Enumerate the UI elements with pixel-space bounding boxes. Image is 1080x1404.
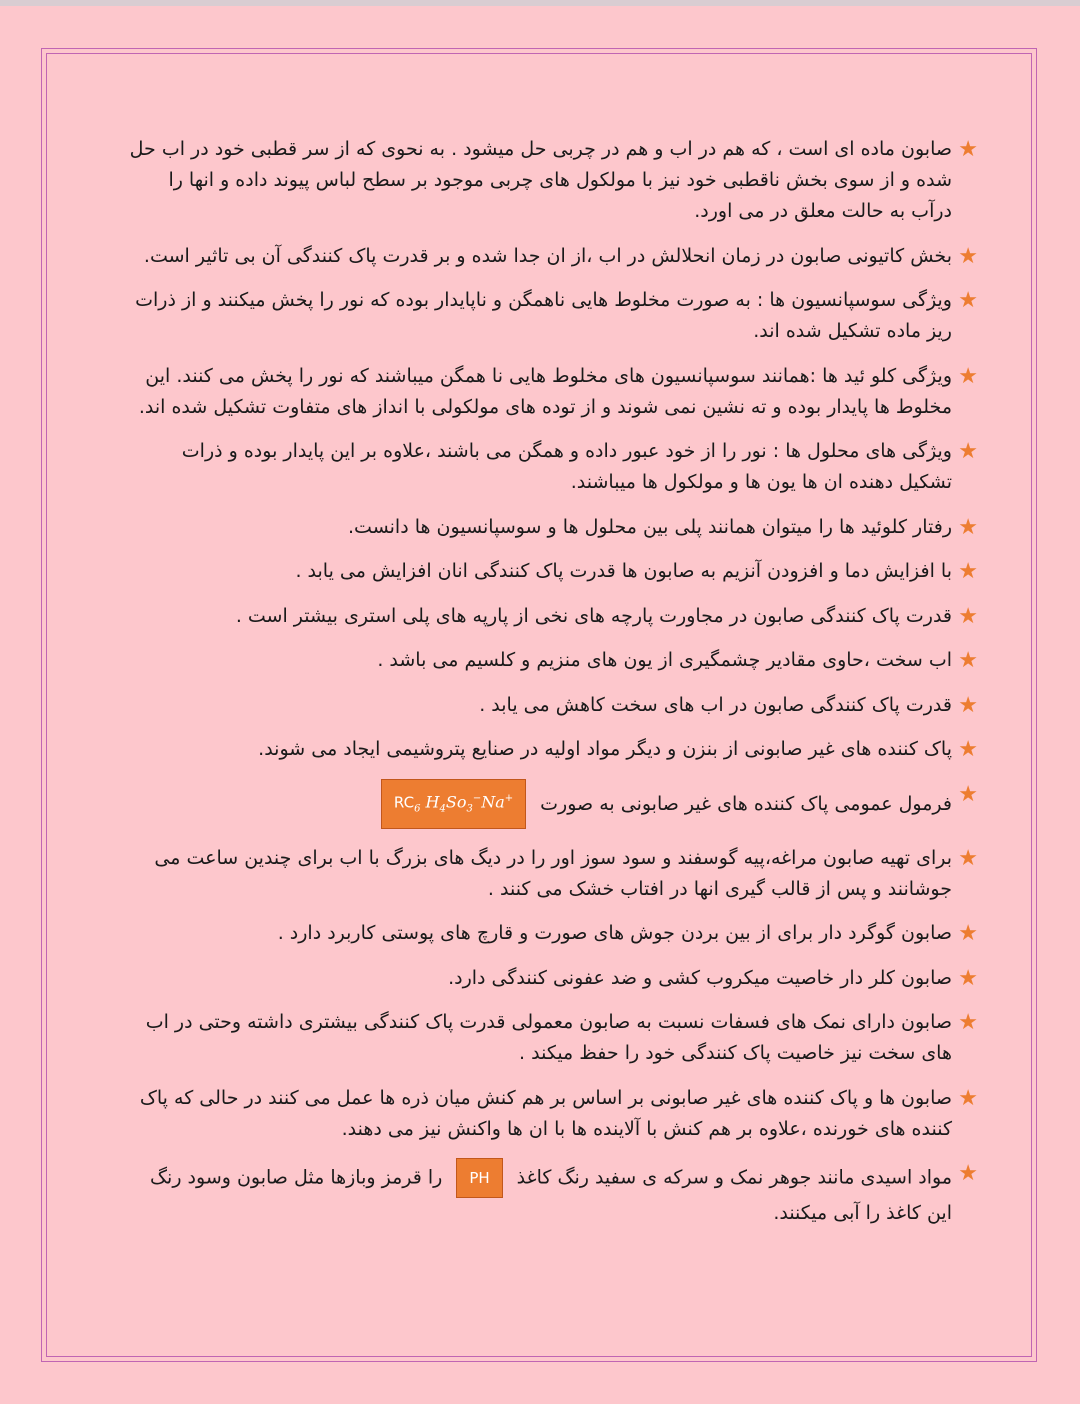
star-icon: ★ [958,559,978,584]
star-icon: ★ [958,781,978,807]
star-icon: ★ [958,603,978,629]
bullet-item: ★ صابون دارای نمک های فسفات نسبت به صابون معمولی قدرت پاک کنندگی بیشتری داشته وحتی در اب های سخت نیز خاصیت پاک کنندگی خود را حفظ میکند . [126,1007,978,1069]
star-icon: ★ [958,1010,978,1036]
star-icon: ★ [958,514,978,540]
star-icon: ★ [958,965,978,991]
document-body [126,134,978,1243]
formula-box: $RC_6$ $H_4So_3^-Na^+$ [381,779,526,830]
bullet-item: ★ ویژگی کلو ئید ها :همانند سوسپانسیون های مخلوط هایی نا همگن میباشند که نور را پخش می کنند. این مخلوط ها پایدار بوده و ته نشین نمی شوند و از توده های مولکولی با انداز های متفاوت تشکیل شده اند. [126,361,978,423]
bullet-item: ★ اب سخت ،حاوی مقادیر چشمگیری از یون های منزیم و کلسیم می باشد . [126,645,978,676]
star-icon: ★ [958,243,978,269]
bullet-item: ★ صابون کلر دار خاصیت میکروب کشی و ضد عفونی کنندگی دارد. [126,963,978,994]
bullet-item: ★ با افزایش دما و افزودن آنزیم به صابون ها قدرت پاک کنندگی انان افزایش می یابد . [126,556,978,587]
star-icon: ★ [958,439,978,464]
star-icon: ★ [958,737,978,762]
formula-bullet: ★ فرمول عمومی پاک کننده های غیر صابونی به صورتRC$_6$ $H_4So_3^-Na^+$ [126,779,978,830]
bullet-item: ★ صابون گوگرد دار برای از بین بردن جوش های صورت و قارچ های پوستی کاربرد دارد . [126,918,978,949]
ph-bullet: ★ مواد اسیدی مانند جوهر نمک و سرکه ی سفید رنگ کاغذPHرا قرمز وبازها مثل صابون وسود رنگ این کاغذ را آبی میکنند. [126,1158,978,1229]
bullet-item: ★ پاک کننده های غیر صابونی از بنزن و دیگر مواد اولیه در صنایع پتروشیمی ایجاد می شوند. [126,734,978,765]
star-icon: ★ [958,845,978,871]
bullet-item: ★ ویژگی های محلول ها : نور را از خود عبور داده و همگن می باشند ،علاوه بر این پایدار بوده و ذرات تشکیل دهنده ان ها یون ها و مولکول ها میباشند. [126,436,978,498]
bullet-item: ★ رفتار کلوئید ها را میتوان همانند پلی بین محلول ها و سوسپانسیون ها دانست. [126,512,978,543]
bullet-item: ★ برای تهیه صابون مراغه،پیه گوسفند و سود سوز اور را در دیگ های بزرگ با اب برای چندین ساعت می جوشانند و پس از قالب گیری انها در افتاب خشک می کنند . [126,843,978,905]
star-icon: ★ [958,692,978,718]
bullet-item: ★ صابون ماده ای است ، که هم در اب و هم در چربی حل میشود . به نحوی که از سر قطبی خود در اب حل شده و از سوی بخش ناقطبی خود نیز با مولکول های چربی موجود بر سطح لباس پیوند داده و انها را درآب به حالت معلق در می اورد. [126,134,978,227]
bullet-item: ★ صابون ها و پاک کننده های غیر صابونی بر اساس بر هم کنش میان ذره ها عمل می کنند در حالی که پاک کننده های خورنده ،علاوه بر هم کنش با آلاینده ها با ان ها واکنش نیز می دهند. [126,1083,978,1145]
star-icon: ★ [958,137,978,162]
star-icon: ★ [958,1161,978,1187]
star-icon: ★ [958,648,978,673]
star-icon: ★ [958,1085,978,1111]
star-icon: ★ [958,921,978,947]
bullet-item: ★ قدرت پاک کنندگی صابون در اب های سخت کاهش می یابد . [126,690,978,721]
star-icon: ★ [958,363,978,389]
bullet-item: ★ بخش کاتیونی صابون در زمان انحلالش در اب ،از ان جدا شده و بر قدرت پاک کنندگی آن بی تاثیر است. [126,241,978,272]
bullet-item: ★ قدرت پاک کنندگی صابون در مجاورت پارچه های نخی از پارپه های پلی استری بیشتر است . [126,601,978,632]
star-icon: ★ [958,288,978,313]
bullet-item: ★ ویژگی سوسپانسیون ها : به صورت مخلوط هایی ناهمگن و ناپایدار بوده که نور را پخش میکنند و از ذرات ریز ماده تشکیل شده اند. [126,285,978,347]
ph-box: PH [456,1158,502,1198]
top-bar [0,0,1080,6]
